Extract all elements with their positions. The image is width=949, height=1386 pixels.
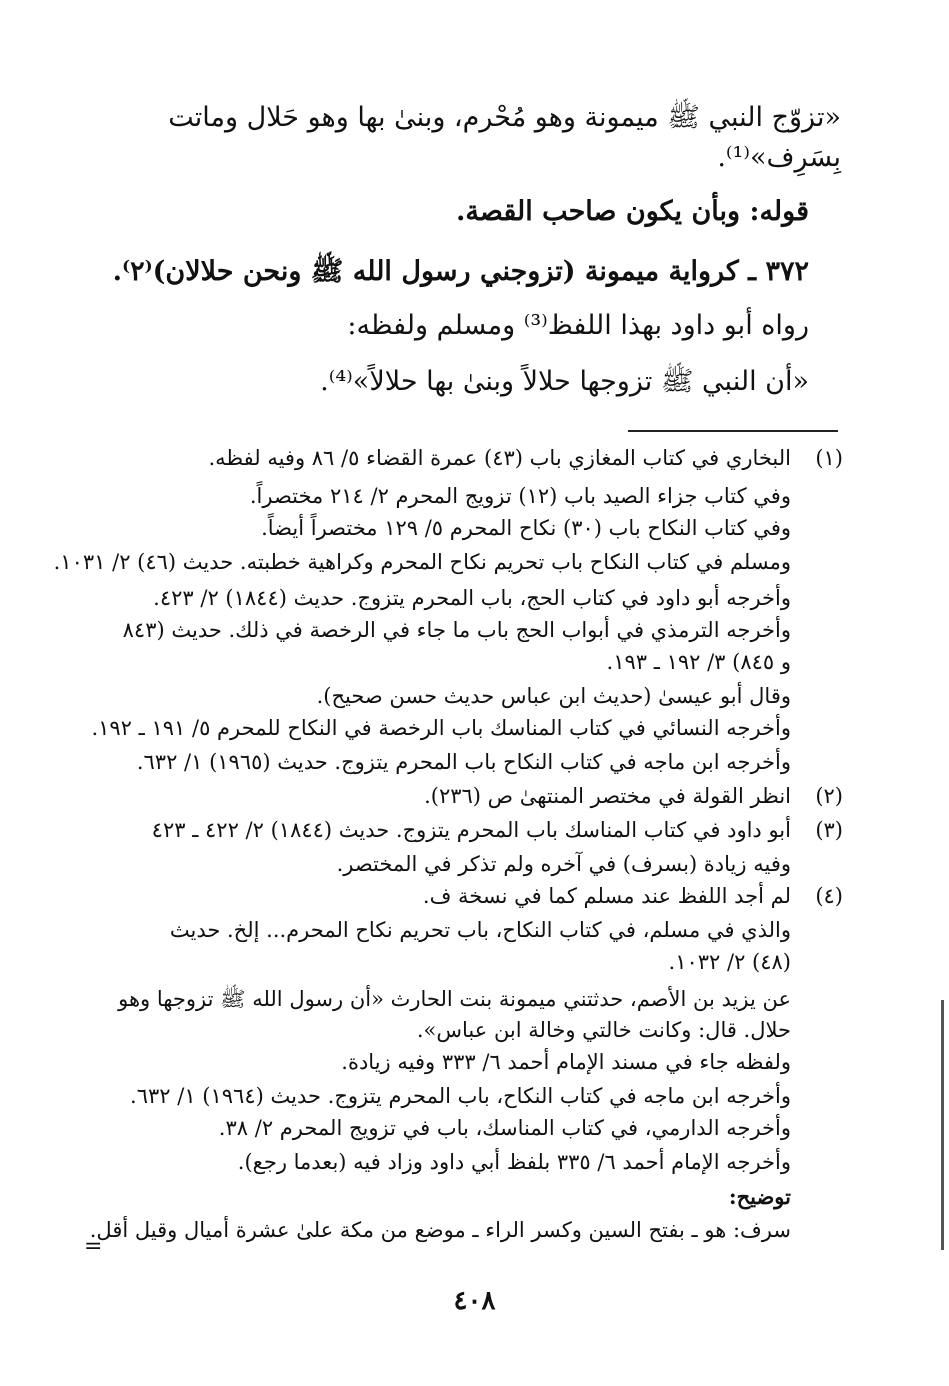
footnote-number: (٤) (815, 884, 843, 908)
footnote-line: وأخرجه النسائي في كتاب المناسك باب الرخصة في النكاح للمحرم ٥/ ١٩١ ـ ١٩٢. (91, 716, 791, 740)
footnote-line: البخاري في كتاب المغازي باب (٤٣) عمرة القضاء ٥/ ٨٦ وفيه لفظه. (208, 446, 791, 470)
hadith-heading: ٣٧٢ ـ كرواية ميمونة (تزوجني رسول الله ﷺ ونحن حلالان)⁽٢⁾. (112, 256, 809, 287)
footnote-line: وأخرجه الترمذي في أبواب الحج باب ما جاء في الرخصة في ذلك. حديث (٨٤٣ (122, 618, 791, 642)
footnote-line: ومسلم في كتاب النكاح باب تحريم نكاح المحرم وكراهية خطبته. حديث (٤٦) ٢/ ١٠٣١. (53, 550, 791, 574)
footnote-line: وأخرجه ابن ماجه في كتاب النكاح باب المحرم يتزوج. حديث (١٩٦٥) ١/ ٦٣٢. (136, 750, 791, 774)
footnote-line: حلال. قال: وكانت خالتي وخالة ابن عباس». (416, 1018, 791, 1042)
footnote-line: وفي كتاب النكاح باب (٣٠) نكاح المحرم ٥/ ١٢٩ مختصراً أيضاً. (261, 516, 791, 540)
footnote-line: وأخرجه الإمام أحمد ٦/ ٣٣٥ بلفظ أبي داود وزاد فيه (بعدما رجع). (237, 1150, 791, 1174)
footnote-line: وأخرجه ابن ماجه في كتاب النكاح، باب المحرم يتزوج. حديث (١٩٦٤) ١/ ٦٣٢. (130, 1084, 791, 1108)
footnote-line: انظر القولة في مختصر المنتهىٰ ص (٢٣٦). (424, 784, 791, 808)
page-number: ٤٠٨ (453, 1286, 496, 1316)
footnote-line: وفي كتاب جزاء الصيد باب (١٢) تزويج المحرم ٢/ ٢١٤ مختصراً. (249, 484, 791, 508)
main-text-line: «أن النبي ﷺ تزوجها حلالاً وبنىٰ بها حلالاً»⁽⁴⁾. (320, 366, 809, 397)
footnote-line: (٤٨) ٢/ ١٠٣٢. (668, 950, 791, 974)
explanation-text: سرف: هو ـ بفتح السين وكسر الراء ـ موضع من مكة علىٰ عشرة أميال وقيل أقل. (89, 1218, 791, 1242)
footnote-line: والذي في مسلم، في كتاب النكاح، باب تحريم نكاح المحرم... إلخ. حديث (169, 918, 791, 942)
main-text-line: «تزوّج النبي ﷺ ميمونة وهو مُحْرم، وبنىٰ بها وهو حَلال وماتت (168, 102, 841, 133)
continuation-mark: = (84, 1234, 103, 1259)
footnote-number: (١) (815, 446, 843, 470)
footnote-line: أبو داود في كتاب المناسك باب المحرم يتزوج. حديث (١٨٤٤) ٢/ ٤٢٢ ـ ٤٢٣ (151, 818, 791, 842)
margin-line (941, 1000, 944, 1250)
section-heading: قوله: وبأن يكون صاحب القصة. (456, 196, 809, 227)
footnote-line: لم أجد اللفظ عند مسلم كما في نسخة ف. (422, 884, 791, 908)
footnote-line: وأخرجه أبو داود في كتاب الحج، باب المحرم يتزوج. حديث (١٨٤٤) ٢/ ٤٢٣. (153, 586, 791, 610)
footnote-separator (628, 430, 838, 432)
footnote-number: (٢) (815, 784, 843, 808)
footnote-line: وفيه زيادة (بسرف) في آخره ولم تذكر في المختصر. (336, 852, 791, 876)
main-text-line: بِسَرِف»⁽¹⁾. (717, 142, 841, 173)
footnote-line: ولفظه جاء في مسند الإمام أحمد ٦/ ٣٣٣ وفيه زيادة. (341, 1050, 791, 1074)
footnote-line: عن يزيد بن الأصم، حدثتني ميمونة بنت الحارث «أن رسول الله ﷺ تزوجها وهو (118, 987, 791, 1011)
footnote-line: وأخرجه الدارمي، في كتاب المناسك، باب في تزويج المحرم ٢/ ٣٨. (218, 1116, 791, 1140)
explanation-title: توضيح: (728, 1184, 791, 1209)
footnote-number: (٣) (815, 818, 843, 842)
main-text-line: رواه أبو داود بهذا اللفظ⁽³⁾ ومسلم ولفظه: (347, 310, 809, 341)
footnote-line: وقال أبو عيسىٰ (حديث ابن عباس حديث حسن صحيح). (316, 684, 791, 708)
footnote-line: و ٨٤٥) ٣/ ١٩٢ ـ ١٩٣. (606, 650, 791, 674)
